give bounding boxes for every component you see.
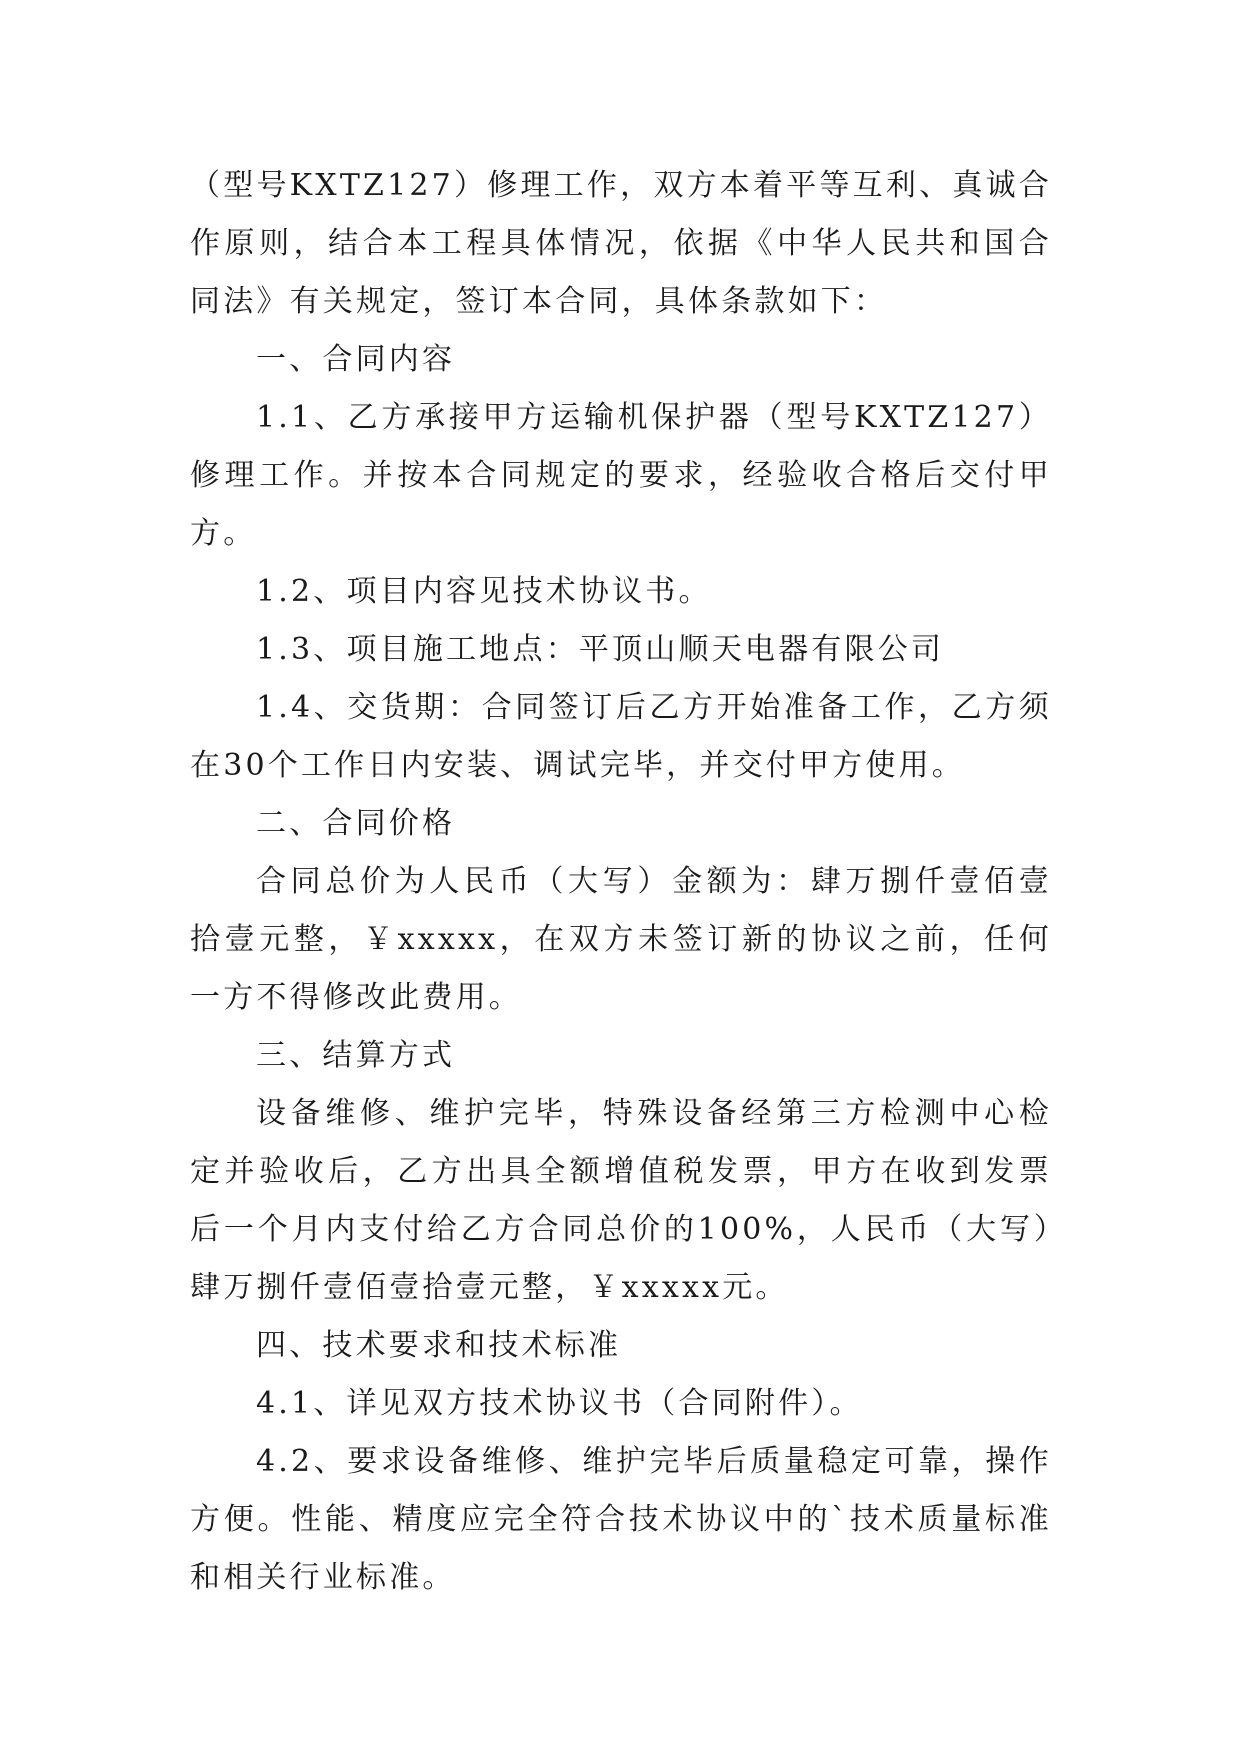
clause-1-1: 1.1、乙方承接甲方运输机保护器（型号KXTZ127）修理工作。并按本合同规定的要求，经验收合格后交付甲方。 [190, 400, 1052, 551]
section-heading-technical-requirements: 四、技术要求和技术标准 [256, 1328, 622, 1363]
clause-1-4: 1.4、交货期：合同签订后乙方开始准备工作，乙方须在30个工作日内安装、调试完毕，并交付甲方使用。 [190, 690, 1052, 783]
clause-1-3: 1.3、项目施工地点：平顶山顺天电器有限公司 [256, 632, 945, 667]
paragraph-intro-continuation: （型号KXTZ127）修理工作，双方本着平等互利、真诚合作原则，结合本工程具体情况，依据《中华人民共和国合同法》有关规定，签订本合同，具体条款如下： [190, 168, 1052, 319]
contract-body [190, 157, 1052, 1607]
paragraph-contract-price: 合同总价为人民币（大写）金额为：肆万捌仟壹佰壹拾壹元整，￥xxxxx，在双方未签订新的协议之前，任何一方不得修改此费用。 [190, 864, 1052, 1015]
section-heading-contract-content: 一、合同内容 [256, 342, 456, 377]
section-heading-settlement: 三、结算方式 [256, 1038, 456, 1073]
clause-4-1: 4.1、详见双方技术协议书（合同附件）。 [256, 1386, 863, 1421]
clause-4-2: 4.2、要求设备维修、维护完毕后质量稳定可靠，操作方便。性能、精度应完全符合技术协议中的`技术质量标准和相关行业标准。 [190, 1444, 1052, 1595]
paragraph-settlement: 设备维修、维护完毕，特殊设备经第三方检测中心检定并验收后，乙方出具全额增值税发票，甲方在收到发票后一个月内支付给乙方合同总价的100%，人民币（大写）肆万捌仟壹佰壹拾壹元整，￥xxxxx元。 [190, 1096, 1052, 1305]
section-heading-contract-price: 二、合同价格 [256, 806, 456, 841]
clause-1-2: 1.2、项目内容见技术协议书。 [256, 574, 712, 609]
